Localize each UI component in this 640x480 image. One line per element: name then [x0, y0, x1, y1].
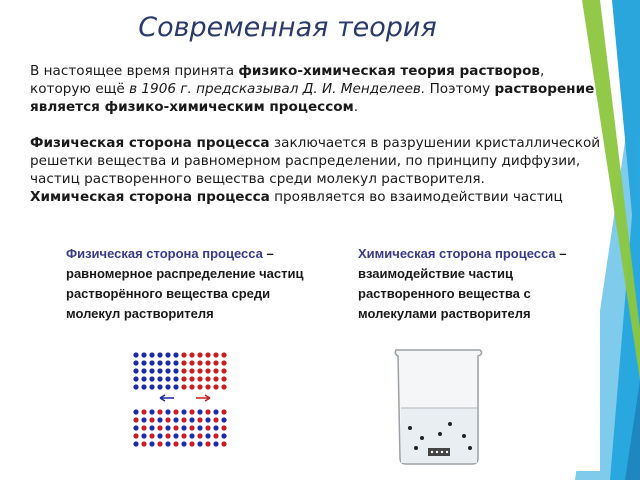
slide-title: Современная теория — [138, 12, 437, 43]
particle — [197, 433, 202, 438]
particle — [197, 417, 202, 422]
particle — [133, 384, 138, 389]
particle — [141, 425, 146, 430]
particle — [205, 441, 210, 446]
particle — [189, 384, 194, 389]
particle — [181, 425, 186, 430]
particle — [157, 384, 162, 389]
particle — [149, 376, 154, 381]
particle — [189, 360, 194, 365]
particle — [181, 368, 186, 373]
particle — [133, 368, 138, 373]
particle — [197, 368, 202, 373]
particle — [165, 360, 170, 365]
particle — [133, 441, 138, 446]
particle — [181, 376, 186, 381]
particle — [205, 376, 210, 381]
particle — [165, 384, 170, 389]
particle — [213, 376, 218, 381]
particle — [213, 360, 218, 365]
particle — [197, 409, 202, 414]
particle — [149, 441, 154, 446]
particle — [165, 441, 170, 446]
particle — [141, 409, 146, 414]
particle — [173, 441, 178, 446]
particle — [213, 425, 218, 430]
particle — [197, 352, 202, 357]
particle — [189, 441, 194, 446]
particle — [157, 409, 162, 414]
particle — [165, 368, 170, 373]
particle — [157, 376, 162, 381]
particle — [173, 384, 178, 389]
particle — [173, 376, 178, 381]
particle — [181, 384, 186, 389]
particle — [213, 368, 218, 373]
paragraph-intro: В настоящее время принята физико-химическая теория растворов, которую ещё в 1906 г. предсказывал Д. И. Менделеев. Поэтому растворение является физико-химическим процессом. — [30, 63, 595, 115]
particle — [221, 376, 226, 381]
particle — [181, 409, 186, 414]
particle — [205, 417, 210, 422]
particle — [149, 409, 154, 414]
particle — [173, 360, 178, 365]
particle — [133, 409, 138, 414]
particle — [141, 368, 146, 373]
particle — [149, 384, 154, 389]
caption-chemical: Химическая сторона процесса – взаимодействие частиц растворенного вещества с молекулами растворителя — [358, 246, 567, 321]
particle — [133, 376, 138, 381]
particle — [189, 417, 194, 422]
particle — [141, 441, 146, 446]
particle — [189, 352, 194, 357]
particle — [189, 368, 194, 373]
particle — [173, 433, 178, 438]
particle — [149, 360, 154, 365]
particle — [141, 384, 146, 389]
particle — [157, 441, 162, 446]
particle — [197, 425, 202, 430]
particle — [165, 376, 170, 381]
paragraph-chemical: Химическая сторона процесса проявляется во взаимодействии частиц — [30, 189, 563, 205]
paragraph-physical: Физическая сторона процесса заключается в разрушении кристаллической решетки вещества и равномерном распределении, по принципу диффузии, частиц растворенного вещества среди молекул растворителя. — [30, 135, 601, 187]
particle — [221, 409, 226, 414]
particle — [133, 417, 138, 422]
particle — [173, 417, 178, 422]
particle — [149, 352, 154, 357]
particle — [205, 425, 210, 430]
particle — [141, 360, 146, 365]
particle — [197, 376, 202, 381]
particle — [221, 417, 226, 422]
particle — [173, 425, 178, 430]
particle — [141, 376, 146, 381]
particle — [173, 352, 178, 357]
particle — [205, 433, 210, 438]
particle — [213, 409, 218, 414]
particle — [213, 417, 218, 422]
particle — [205, 360, 210, 365]
particle — [189, 433, 194, 438]
particle — [221, 352, 226, 357]
particle — [181, 360, 186, 365]
particle — [181, 417, 186, 422]
particle — [133, 360, 138, 365]
particle — [221, 433, 226, 438]
particle — [189, 409, 194, 414]
particle — [213, 433, 218, 438]
figure-overlay — [60, 238, 600, 471]
particle — [213, 441, 218, 446]
particle — [157, 360, 162, 365]
particle — [165, 417, 170, 422]
particle — [141, 352, 146, 357]
particle — [181, 441, 186, 446]
beaker-illustration — [390, 348, 490, 468]
particle — [157, 352, 162, 357]
particle — [157, 417, 162, 422]
particle — [149, 368, 154, 373]
particle — [149, 425, 154, 430]
particle — [165, 425, 170, 430]
particle — [157, 368, 162, 373]
particle — [205, 352, 210, 357]
particle-grid-illustration — [130, 350, 250, 460]
particle — [197, 384, 202, 389]
particle — [205, 384, 210, 389]
particle — [221, 384, 226, 389]
particle — [189, 425, 194, 430]
particle — [221, 368, 226, 373]
caption-physical: Физическая сторона процесса – равномерное распределение частиц растворённого вещества среди молекул растворителя — [66, 246, 304, 321]
particle — [197, 441, 202, 446]
particle — [213, 384, 218, 389]
particle — [213, 352, 218, 357]
arrow-right-icon — [196, 395, 210, 401]
particle — [165, 409, 170, 414]
particle — [157, 425, 162, 430]
particle — [141, 433, 146, 438]
particle — [157, 433, 162, 438]
particle — [133, 425, 138, 430]
particle — [149, 417, 154, 422]
body-text — [30, 62, 602, 206]
particle — [189, 376, 194, 381]
particle — [221, 425, 226, 430]
particle — [173, 409, 178, 414]
particle — [133, 352, 138, 357]
particle — [173, 368, 178, 373]
particle — [165, 352, 170, 357]
particle — [205, 409, 210, 414]
particle — [205, 368, 210, 373]
particle — [181, 352, 186, 357]
particle — [141, 417, 146, 422]
particle — [197, 360, 202, 365]
particle — [221, 360, 226, 365]
particle — [181, 433, 186, 438]
particle — [165, 433, 170, 438]
particle — [149, 433, 154, 438]
arrow-left-icon — [160, 395, 174, 401]
particle — [221, 441, 226, 446]
particle — [133, 433, 138, 438]
